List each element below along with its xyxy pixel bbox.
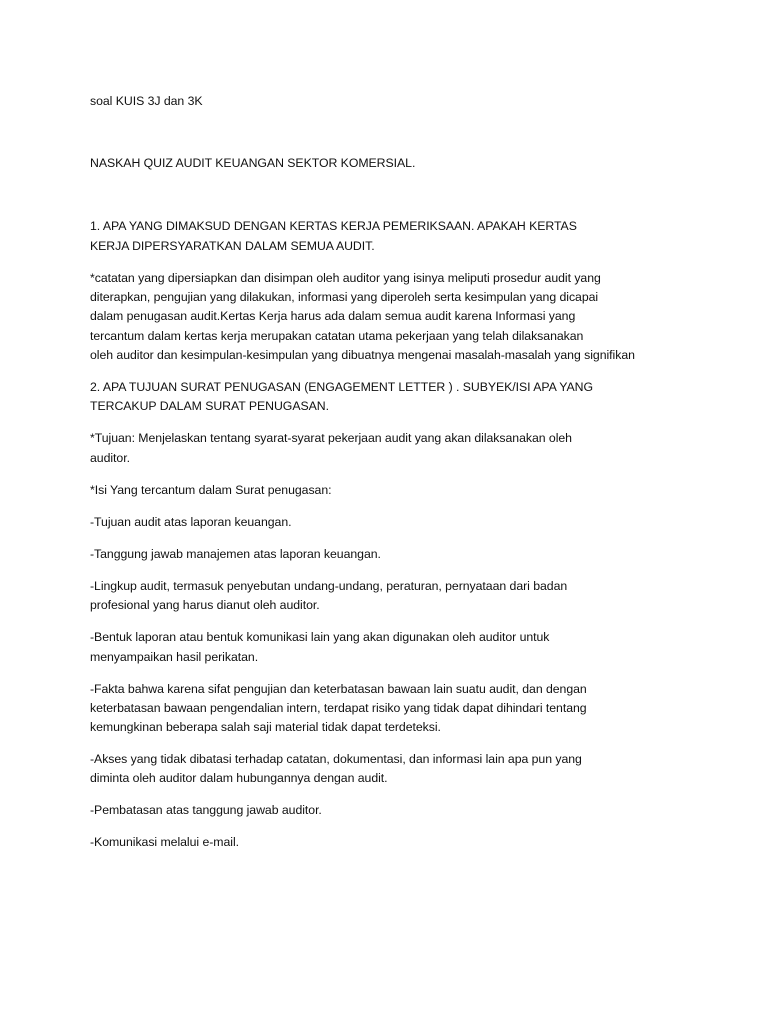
list-item-3-line-2: profesional yang harus dianut oleh auditor. <box>90 598 320 612</box>
document-header: soal KUIS 3J dan 3K <box>90 94 203 108</box>
list-item-8: -Komunikasi melalui e-mail. <box>90 835 239 849</box>
answer-1-line-4: tercantum dalam kertas kerja merupakan catatan utama pekerjaan yang telah dilaksanakan <box>90 329 584 343</box>
answer-1-line-1: *catatan yang dipersiapkan dan disimpan oleh auditor yang isinya meliputi prosedur audit yang <box>90 271 601 285</box>
list-item-5-line-2: keterbatasan bawaan pengendalian intern, terdapat risiko yang tidak dapat dihindari tentang <box>90 701 587 715</box>
list-item-5-line-3: kemungkinan beberapa salah saji material tidak dapat terdeteksi. <box>90 720 441 734</box>
list-item-6-line-2: diminta oleh auditor dalam hubungannya dengan audit. <box>90 771 388 785</box>
list-item-4-line-1: -Bentuk laporan atau bentuk komunikasi lain yang akan digunakan oleh auditor untuk <box>90 630 550 644</box>
list-item-1: -Tujuan audit atas laporan keuangan. <box>90 515 292 529</box>
answer-1-line-2: diterapkan, pengujian yang dilakukan, informasi yang diperoleh serta kesimpulan yang dicapai <box>90 290 599 304</box>
tujuan-line-2: auditor. <box>90 451 130 465</box>
isi-heading: *Isi Yang tercantum dalam Surat penugasan: <box>90 483 332 497</box>
question-1-line-1: 1. APA YANG DIMAKSUD DENGAN KERTAS KERJA PEMERIKSAAN. APAKAH KERTAS <box>90 219 577 233</box>
answer-1-line-3: dalam penugasan audit.Kertas Kerja harus ada dalam semua audit karena Informasi yang <box>90 309 576 323</box>
list-item-7: -Pembatasan atas tanggung jawab auditor. <box>90 803 322 817</box>
document-title: NASKAH QUIZ AUDIT KEUANGAN SEKTOR KOMERSIAL. <box>90 156 416 170</box>
list-item-6-line-1: -Akses yang tidak dibatasi terhadap catatan, dokumentasi, dan informasi lain apa pun yang <box>90 752 582 766</box>
list-item-5-line-1: -Fakta bahwa karena sifat pengujian dan keterbatasan bawaan lain suatu audit, dan dengan <box>90 682 587 696</box>
answer-1-line-5: oleh auditor dan kesimpulan-kesimpulan yang dibuatnya mengenai masalah-masalah yang signifikan <box>90 348 635 362</box>
list-item-3-line-1: -Lingkup audit, termasuk penyebutan undang-undang, peraturan, pernyataan dari badan <box>90 579 568 593</box>
question-1-line-2: KERJA DIPERSYARATKAN DALAM SEMUA AUDIT. <box>90 239 375 253</box>
list-item-4-line-2: menyampaikan hasil perikatan. <box>90 650 259 664</box>
question-2-line-1: 2. APA TUJUAN SURAT PENUGASAN (ENGAGEMENT LETTER ) . SUBYEK/ISI APA YANG <box>90 380 593 394</box>
question-2-line-2: TERCAKUP DALAM SURAT PENUGASAN. <box>90 399 329 413</box>
list-item-2: -Tanggung jawab manajemen atas laporan keuangan. <box>90 547 381 561</box>
tujuan-line-1: *Tujuan: Menjelaskan tentang syarat-syarat pekerjaan audit yang akan dilaksanakan oleh <box>90 431 572 445</box>
